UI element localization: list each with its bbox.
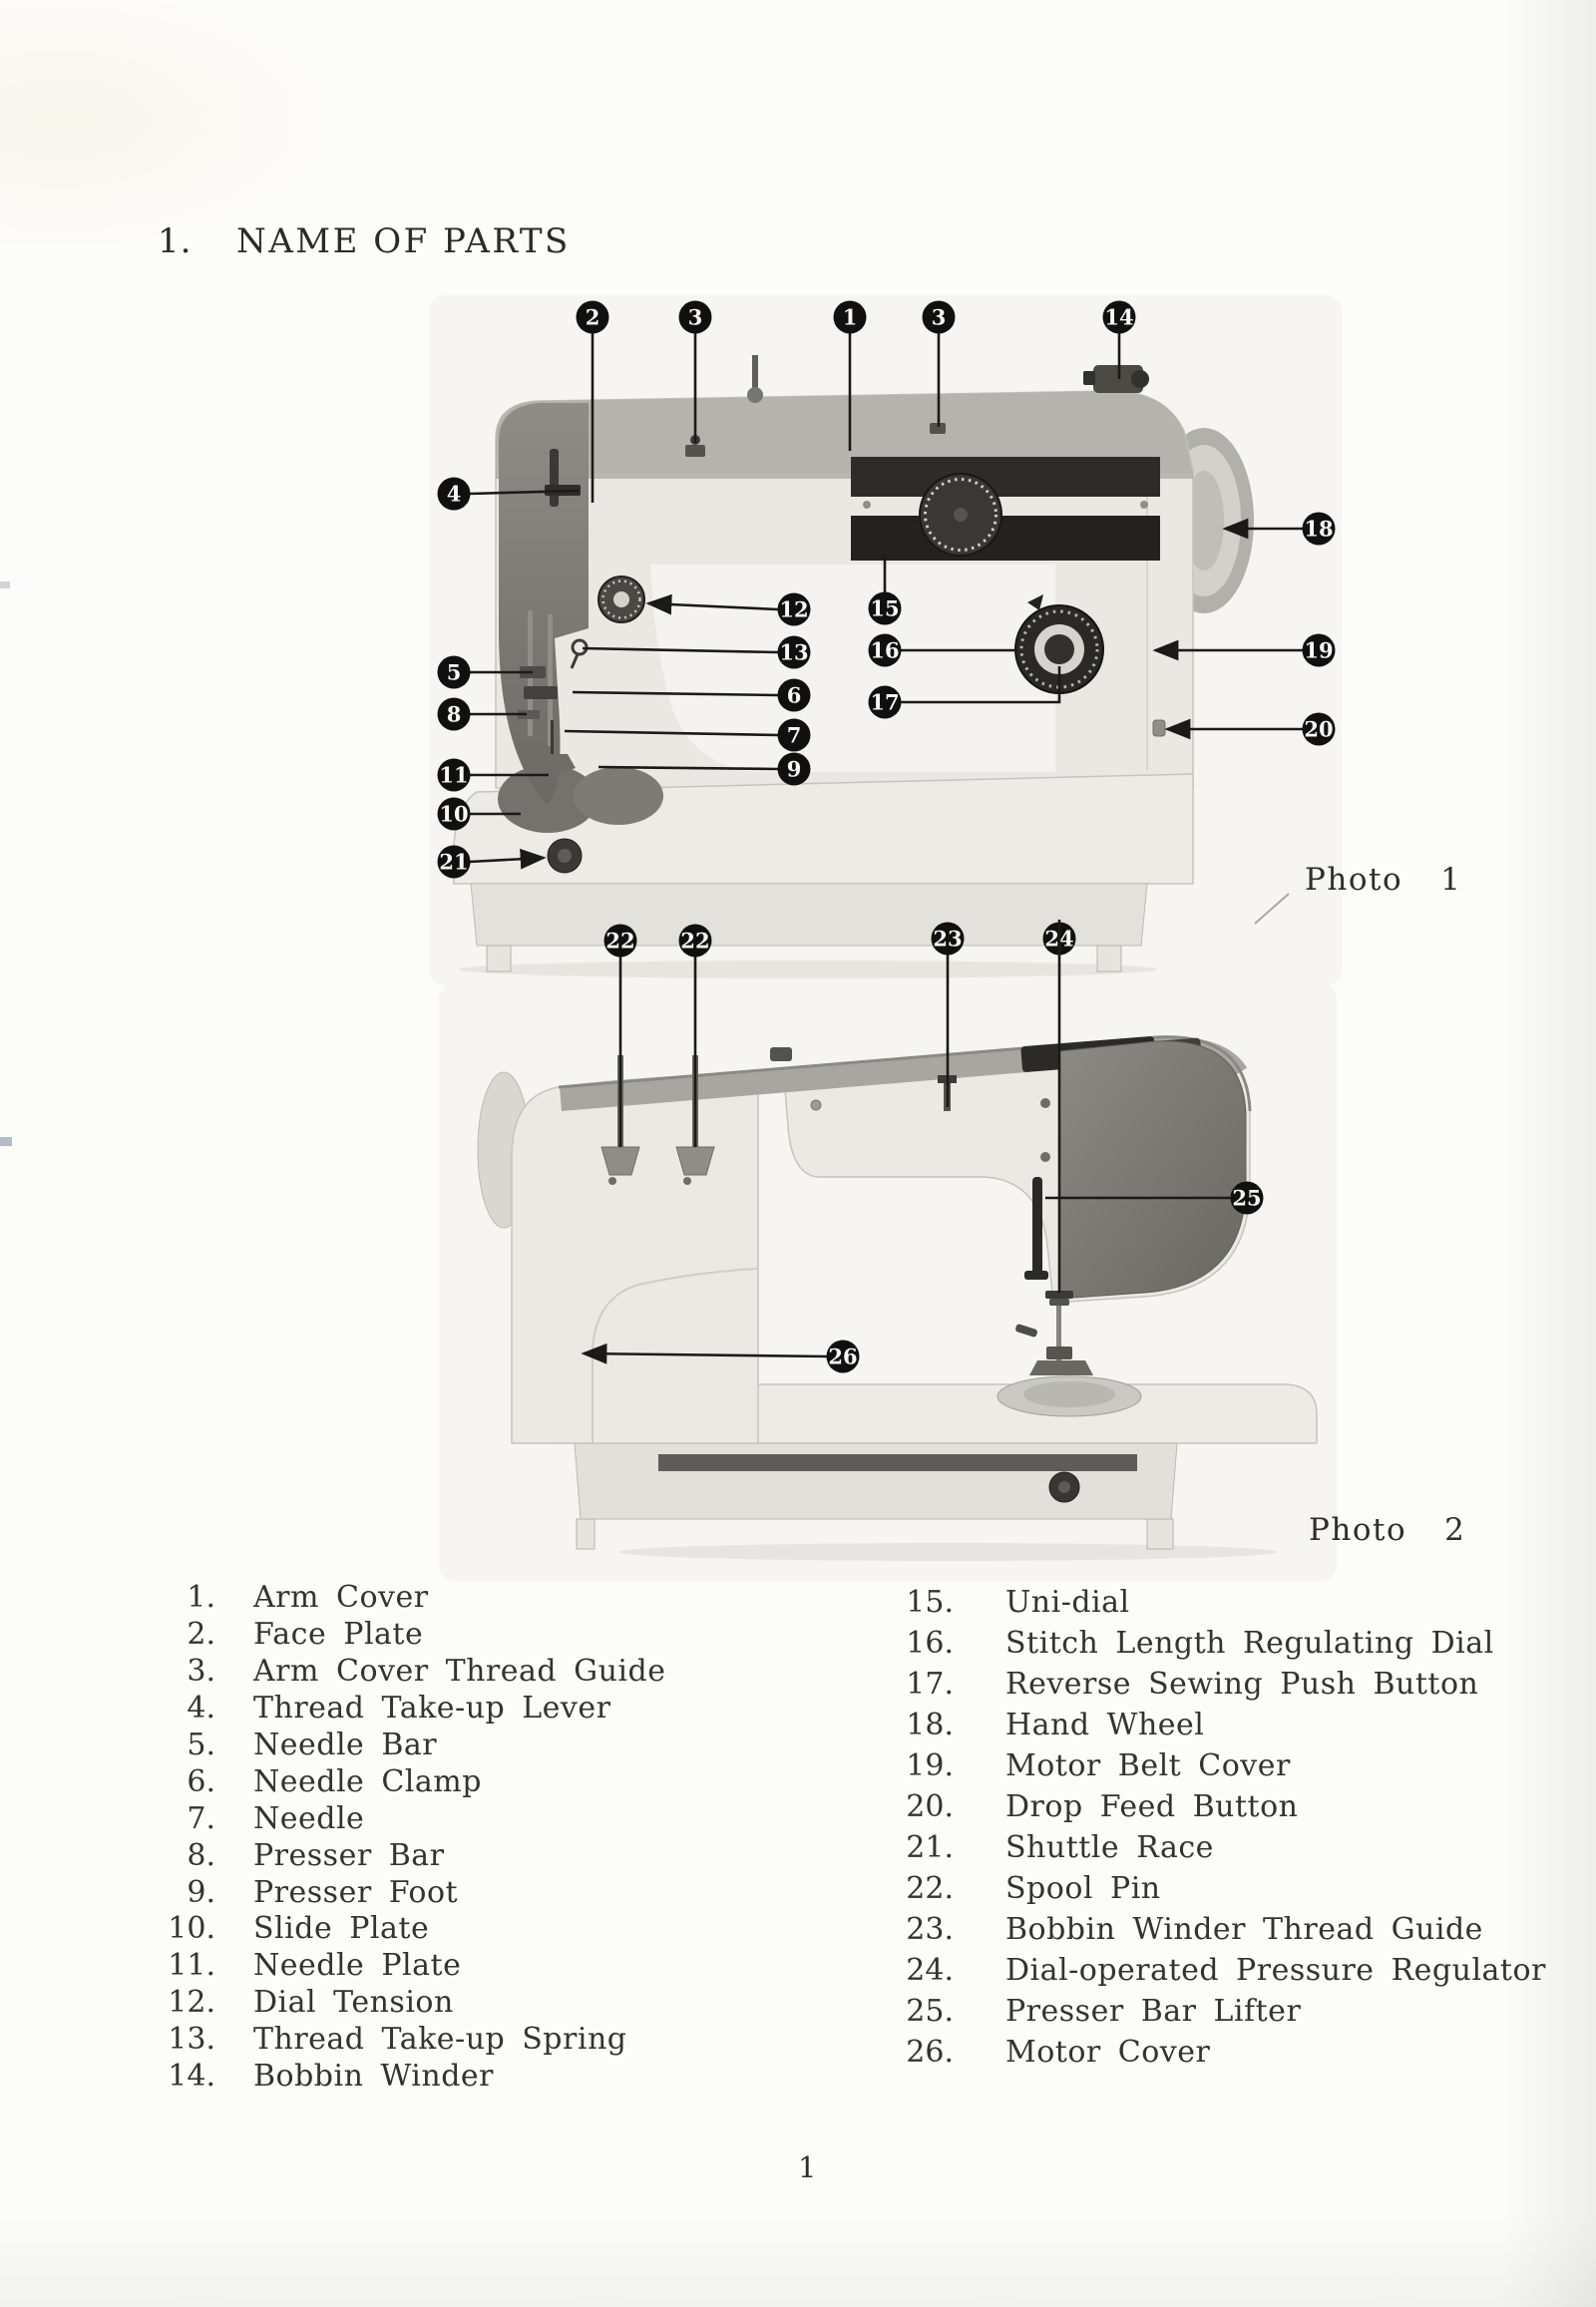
part-name: Dial-operated Pressure Regulator — [1005, 1953, 1546, 1988]
part-name: Thread Take-up Spring — [253, 2022, 627, 2058]
callout-number: 25 — [1232, 1185, 1262, 1211]
part-name: Arm Cover Thread Guide — [253, 1653, 666, 1689]
part-number: 10. — [168, 1911, 215, 1947]
part-number: 12. — [168, 1985, 215, 2021]
part-number: 22. — [906, 1871, 954, 1906]
parts-list-item — [858, 1909, 1546, 1950]
callout-number: 17 — [870, 689, 900, 715]
parts-list-item — [118, 1838, 665, 1875]
parts-list-item — [118, 1728, 665, 1764]
part-number: 16. — [906, 1626, 954, 1661]
parts-list-item — [118, 1801, 665, 1838]
part-name: Needle — [253, 1800, 365, 1836]
part-name: Spool Pin — [1005, 1871, 1161, 1906]
part-number: 6. — [187, 1763, 215, 1799]
photo-2-caption — [1309, 1512, 1465, 1548]
callout-number: 18 — [1304, 516, 1334, 542]
part-number: 3. — [187, 1653, 215, 1689]
callout-number: 16 — [870, 637, 900, 663]
part-name: Needle Clamp — [253, 1763, 482, 1799]
scan-artifact — [0, 1137, 12, 1146]
part-number: 14. — [168, 2059, 215, 2095]
callout-number: 23 — [933, 926, 963, 952]
callout-number: 20 — [1304, 716, 1334, 742]
motor-cover-shape — [512, 1075, 758, 1443]
callout-number: 26 — [828, 1344, 858, 1369]
part-name: Face Plate — [253, 1616, 424, 1652]
callout-number: 1 — [842, 304, 858, 330]
part-number: 13. — [168, 2022, 215, 2058]
parts-list-item — [858, 1623, 1546, 1664]
part-number: 21. — [906, 1830, 954, 1865]
photo-1-caption-word: Photo — [1305, 862, 1403, 898]
parts-list-item — [858, 1745, 1546, 1786]
callout-number: 24 — [1044, 926, 1074, 952]
parts-list-item — [858, 1991, 1546, 2032]
part-number: 20. — [906, 1789, 954, 1824]
page-number: 1 — [798, 2150, 817, 2184]
part-name: Hand Wheel — [1005, 1708, 1205, 1742]
parts-list-item — [118, 1875, 665, 1912]
callout-number: 12 — [779, 596, 809, 622]
parts-list-item — [858, 1950, 1546, 1991]
part-number: 8. — [187, 1837, 215, 1873]
photo-1-caption — [1305, 862, 1461, 898]
callout-number: 3 — [687, 304, 703, 330]
callout-number: 8 — [446, 701, 462, 727]
part-number: 24. — [906, 1953, 954, 1988]
callout-number: 10 — [439, 801, 469, 827]
part-name: Presser Bar — [253, 1837, 445, 1873]
parts-list-item — [118, 1764, 665, 1801]
callout-number: 5 — [446, 659, 462, 685]
part-name: Motor Belt Cover — [1005, 1748, 1291, 1783]
parts-list-item — [118, 1948, 665, 1985]
callout-number: 2 — [585, 304, 600, 330]
part-name: Uni-dial — [1005, 1585, 1130, 1620]
part-name: Arm Cover — [253, 1580, 429, 1615]
part-name: Shuttle Race — [1005, 1830, 1214, 1865]
part-number: 17. — [906, 1667, 954, 1702]
part-name: Thread Take-up Lever — [253, 1690, 611, 1726]
parts-list-item — [118, 1911, 665, 1948]
parts-list-right — [858, 1582, 1546, 2073]
callout-number: 14 — [1104, 304, 1134, 330]
photo-2-caption-number: 2 — [1444, 1512, 1466, 1548]
part-number: 7. — [187, 1800, 215, 1836]
photo-2-machine-illustration — [439, 894, 1337, 1581]
callout-number: 21 — [439, 849, 469, 875]
section-number: 1. — [158, 221, 193, 261]
part-number: 2. — [187, 1616, 215, 1652]
parts-list-item — [858, 1705, 1546, 1745]
part-number: 1. — [187, 1580, 215, 1615]
parts-list-item — [118, 1580, 665, 1617]
parts-list-item — [858, 1868, 1546, 1909]
parts-list-item — [858, 1582, 1546, 1623]
part-number: 5. — [187, 1727, 215, 1762]
callout-number: 4 — [446, 481, 462, 507]
parts-list-item — [118, 1654, 665, 1691]
callout-number: 7 — [786, 722, 802, 748]
part-name: Motor Cover — [1005, 2035, 1211, 2070]
part-name: Needle Plate — [253, 1948, 462, 1984]
part-name: Dial Tension — [253, 1985, 454, 2021]
part-name: Reverse Sewing Push Button — [1005, 1667, 1479, 1702]
part-number: 4. — [187, 1690, 215, 1726]
parts-list-item — [118, 1985, 665, 2022]
parts-list-item — [118, 1691, 665, 1728]
callout-number: 22 — [605, 928, 635, 954]
callout-number: 15 — [870, 595, 900, 621]
callout-number: 13 — [779, 639, 809, 665]
photo-2-caption-word: Photo — [1309, 1512, 1407, 1548]
part-number: 9. — [187, 1874, 215, 1910]
section-title: NAME OF PARTS — [236, 221, 571, 261]
callout-number: 19 — [1304, 637, 1334, 663]
callout-number: 11 — [439, 762, 469, 788]
callout-number: 6 — [786, 682, 802, 708]
callout-number: 3 — [931, 304, 947, 330]
part-name: Bobbin Winder — [253, 2059, 494, 2095]
part-name: Stitch Length Regulating Dial — [1005, 1626, 1494, 1661]
part-name: Drop Feed Button — [1005, 1789, 1299, 1824]
parts-list-item — [118, 2059, 665, 2096]
parts-list-item — [858, 1827, 1546, 1868]
part-number: 26. — [906, 2035, 954, 2070]
part-name: Bobbin Winder Thread Guide — [1005, 1912, 1483, 1947]
part-name: Needle Bar — [253, 1727, 438, 1762]
photo-1-caption-number: 1 — [1440, 862, 1462, 898]
scan-artifact — [0, 581, 10, 588]
parts-list-item — [118, 2022, 665, 2059]
part-number: 25. — [906, 1994, 954, 2029]
part-number: 18. — [906, 1708, 954, 1742]
part-name: Presser Foot — [253, 1874, 459, 1910]
parts-list-item — [858, 1786, 1546, 1827]
parts-list-item — [858, 2032, 1546, 2073]
part-name: Slide Plate — [253, 1911, 430, 1947]
callout-number: 22 — [680, 928, 710, 954]
part-number: 19. — [906, 1748, 954, 1783]
callout-number: 9 — [786, 756, 802, 782]
parts-list-left — [118, 1580, 665, 2096]
part-number: 23. — [906, 1912, 954, 1947]
part-number: 15. — [906, 1585, 954, 1620]
parts-list-item — [858, 1664, 1546, 1705]
parts-list-item — [118, 1617, 665, 1654]
part-number: 11. — [168, 1948, 215, 1984]
part-name: Presser Bar Lifter — [1005, 1994, 1302, 2029]
